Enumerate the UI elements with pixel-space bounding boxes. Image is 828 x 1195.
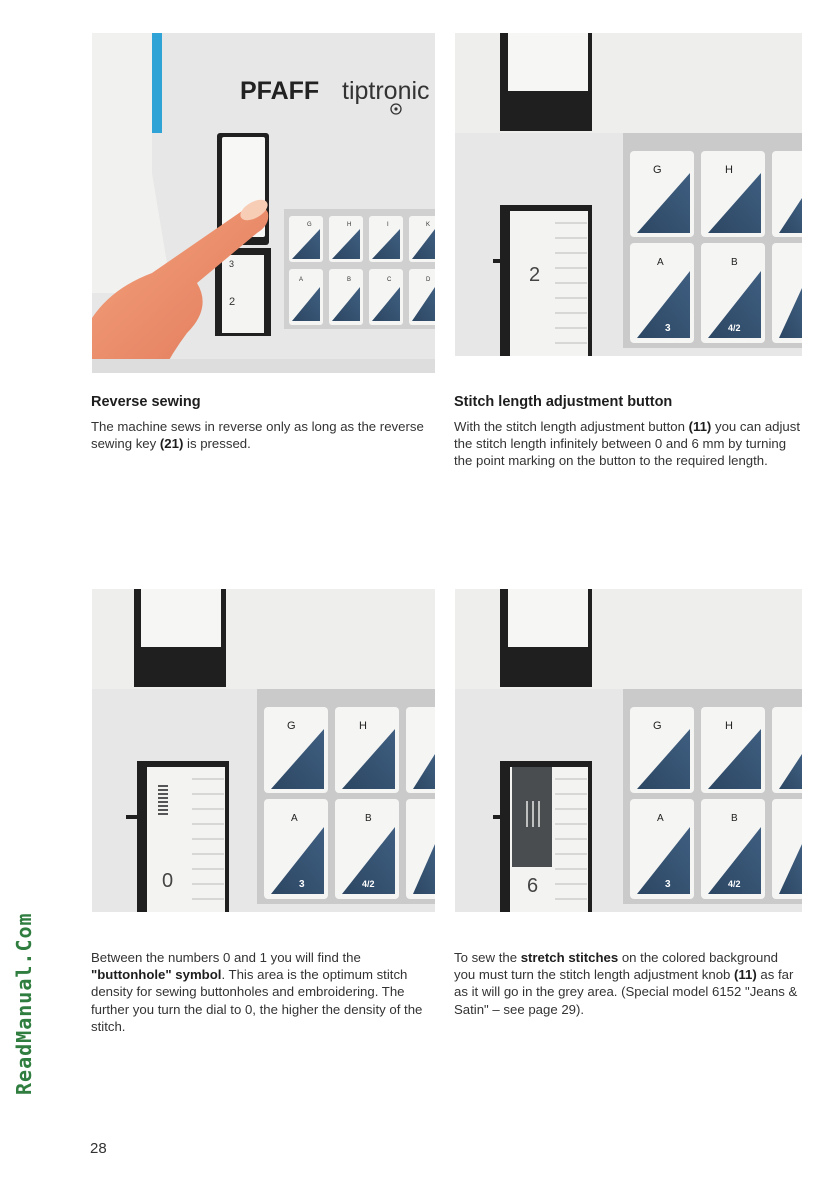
heading-reverse-sewing: Reverse sewing	[91, 394, 201, 410]
key-letter-g: G	[653, 720, 662, 732]
model-label: tiptronic	[342, 77, 430, 105]
key-letter-c: C	[387, 277, 392, 283]
key-letter-b: B	[365, 813, 372, 824]
key-letter-g: G	[287, 720, 296, 732]
key-letter-g: G	[653, 164, 662, 176]
key-number-3: 3	[665, 879, 671, 890]
key-letter-b: B	[347, 277, 352, 283]
reverse-key	[508, 589, 588, 647]
key-number-3: 3	[665, 323, 671, 334]
stretch-zone	[512, 767, 552, 867]
key-letter-a: A	[299, 277, 304, 283]
bold-term: "buttonhole" symbol	[91, 967, 222, 983]
key-letter-h: H	[359, 720, 367, 732]
key-number-4-2: 4/2	[728, 879, 741, 889]
key-letter-h: H	[725, 164, 733, 176]
bold-term: stretch stitches	[520, 950, 619, 965]
text-stretch-stitches	[454, 949, 799, 1018]
ref-number: (11)	[688, 419, 712, 434]
key-letter-g: G	[307, 222, 312, 228]
key-letter-a: A	[657, 257, 664, 268]
text-part: as far as it will go in the grey area. (Special model 6152 "Jeans & Satin" – see page 29).	[454, 967, 798, 1017]
stitch-keys	[264, 707, 435, 899]
key-letter-d: D	[426, 277, 431, 283]
photo-buttonhole-dial	[92, 589, 435, 912]
key-number-4-2: 4/2	[362, 879, 375, 889]
text-part: With the stitch length adjustment button	[454, 419, 689, 434]
text-part: Between the numbers 0 and 1 you will find the	[91, 950, 361, 965]
text-part: you can adjust the stitch length infinitely between 0 and 6 mm by turning the point marking on the button to the required length.	[454, 419, 801, 469]
dial-number-3: 3	[229, 259, 235, 269]
text-part: . This area is the optimum stitch density for sewing buttonholes and embroidering. The further you turn the dial to 0, the higher the density of the stitch.	[91, 967, 423, 1034]
text-reverse-sewing	[91, 418, 431, 452]
key-number-4-2: 4/2	[728, 323, 741, 333]
key-number-3: 3	[299, 879, 305, 890]
reverse-key	[508, 33, 588, 91]
text-part: To sew the	[454, 950, 521, 965]
stitch-keys	[289, 216, 435, 325]
photo-stretch-dial	[455, 589, 802, 912]
key-letter-a: A	[291, 813, 298, 824]
text-buttonhole	[91, 949, 441, 1035]
photo-reverse-sewing	[92, 33, 435, 373]
text-part: on the colored background you must turn the stitch length adjustment knob	[454, 950, 779, 983]
text-part: The machine sews in reverse only as long as the reverse sewing key	[91, 419, 424, 452]
dial-number-2: 2	[229, 296, 236, 308]
reverse-key	[141, 589, 221, 647]
dial-number: 6	[527, 875, 539, 897]
key-letter-k: K	[426, 222, 431, 228]
dial-number: 2	[529, 264, 541, 286]
heading-stitch-length: Stitch length adjustment button	[454, 394, 673, 410]
stitch-keys	[630, 151, 802, 343]
key-letter-b: B	[731, 813, 738, 824]
ref-number: (21)	[159, 436, 184, 452]
text-part: is pressed.	[183, 436, 251, 452]
page-number: 28	[90, 1140, 107, 1157]
key-letter-h: H	[725, 720, 733, 732]
text-stitch-length	[454, 418, 804, 470]
key-letter-a: A	[657, 813, 664, 824]
photo-stitch-length-dial	[455, 33, 802, 356]
key-letter-b: B	[731, 257, 738, 268]
brand-label: PFAFF	[240, 77, 320, 105]
stitch-keys	[630, 707, 802, 899]
key-letter-i: I	[387, 222, 389, 228]
watermark: ReadManual.Com	[12, 912, 36, 1095]
ref-number: (11)	[734, 967, 757, 983]
key-letter-h: H	[347, 222, 352, 228]
dial-number: 0	[162, 870, 174, 892]
